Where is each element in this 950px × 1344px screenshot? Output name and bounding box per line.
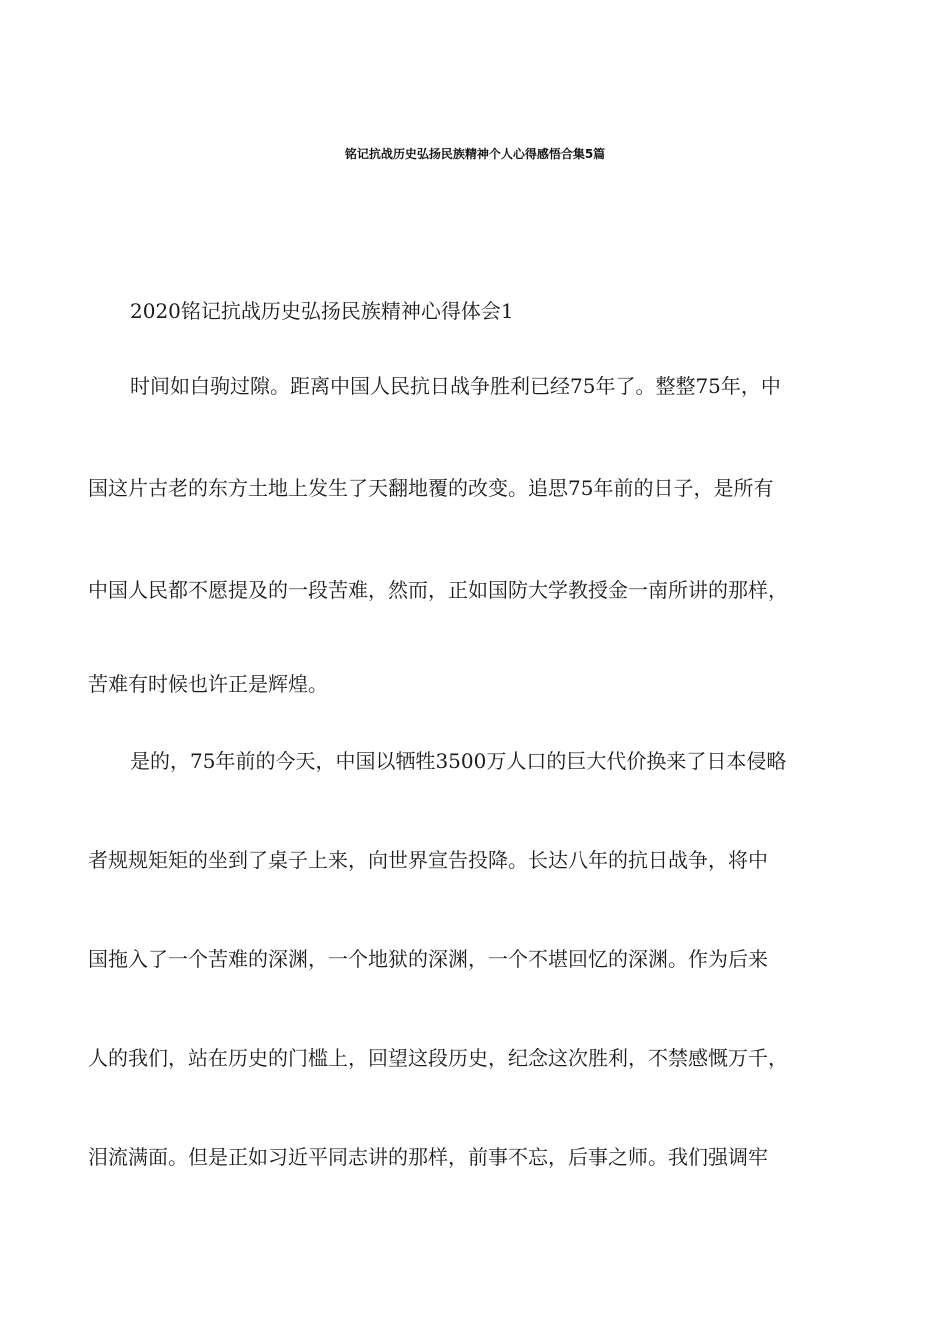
paragraph-2-line-1: 是的，75年前的今天，中国以牺牲3500万人口的巨大代价换来了日本侵略 — [130, 749, 787, 773]
paragraph-2-line-4: 人的我们，站在历史的门槛上，回望这段历史，纪念这次胜利，不禁感慨万千， — [88, 1046, 788, 1070]
paragraph-1-line-2: 国这片古老的东方土地上发生了天翻地覆的改变。追思75年前的日子，是所有 — [88, 476, 774, 500]
document-title: 铭记抗战历史弘扬民族精神个人心得感悟合集5篇 — [344, 147, 606, 161]
section-heading: 2020铭记抗战历史弘扬民族精神心得体会1 — [130, 299, 514, 323]
paragraph-2-line-5: 泪流满面。但是正如习近平同志讲的那样，前事不忘，后事之师。我们强调牢 — [88, 1145, 768, 1169]
paragraph-1-line-4: 苦难有时候也许正是辉煌。 — [88, 672, 328, 696]
paragraph-2-line-3: 国拖入了一个苦难的深渊，一个地狱的深渊，一个不堪回忆的深渊。作为后来 — [88, 947, 768, 971]
paragraph-2-line-2: 者规规矩矩的坐到了桌子上来，向世界宣告投降。长达八年的抗日战争，将中 — [88, 848, 768, 872]
paragraph-1-line-3: 中国人民都不愿提及的一段苦难，然而，正如国防大学教授金一南所讲的那样， — [88, 578, 788, 602]
paragraph-1-line-1: 时间如白驹过隙。距离中国人民抗日战争胜利已经75年了。整整75年，中 — [130, 374, 781, 398]
